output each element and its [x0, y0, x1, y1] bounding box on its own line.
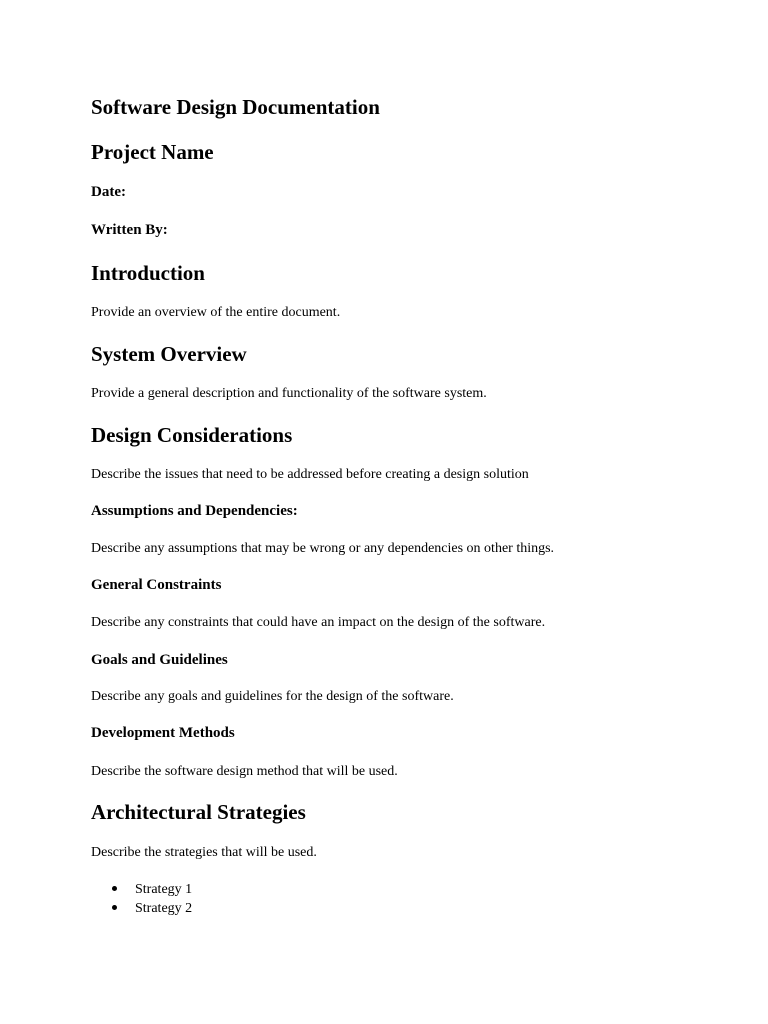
subsection-text-methods: Describe the software design method that will be used. — [91, 764, 398, 779]
bullet-icon — [112, 886, 117, 891]
section-heading-architectural-strategies: Architectural Strategies — [91, 800, 306, 824]
document-title: Software Design Documentation — [91, 95, 380, 119]
date-label: Date: — [91, 184, 126, 200]
section-heading-introduction: Introduction — [91, 261, 205, 285]
list-item-label: Strategy 2 — [135, 901, 193, 916]
list-item — [112, 899, 192, 918]
subsection-heading-methods: Development Methods — [91, 725, 235, 741]
strategy-list — [112, 880, 192, 918]
list-item-label: Strategy 1 — [135, 882, 193, 897]
section-heading-design-considerations: Design Considerations — [91, 423, 293, 447]
subsection-heading-constraints: General Constraints — [91, 577, 222, 593]
project-name: Project Name — [91, 140, 214, 164]
subsection-text-goals: Describe any goals and guidelines for the design of the software. — [91, 689, 454, 704]
section-text-system-overview: Provide a general description and functionality of the software system. — [91, 386, 487, 401]
list-item — [112, 880, 192, 899]
section-text-introduction: Provide an overview of the entire document. — [91, 305, 341, 320]
subsection-text-assumptions: Describe any assumptions that may be wrong or any dependencies on other things. — [91, 541, 555, 556]
subsection-heading-assumptions: Assumptions and Dependencies: — [91, 503, 298, 519]
subsection-text-constraints: Describe any constraints that could have an impact on the design of the software. — [91, 615, 546, 630]
section-text-architectural-strategies: Describe the strategies that will be used. — [91, 845, 317, 860]
bullet-icon — [112, 905, 117, 910]
section-text-design-considerations: Describe the issues that need to be addressed before creating a design solution — [91, 467, 529, 482]
subsection-heading-goals: Goals and Guidelines — [91, 652, 228, 668]
written-by-label: Written By: — [91, 222, 168, 238]
section-heading-system-overview: System Overview — [91, 342, 247, 366]
